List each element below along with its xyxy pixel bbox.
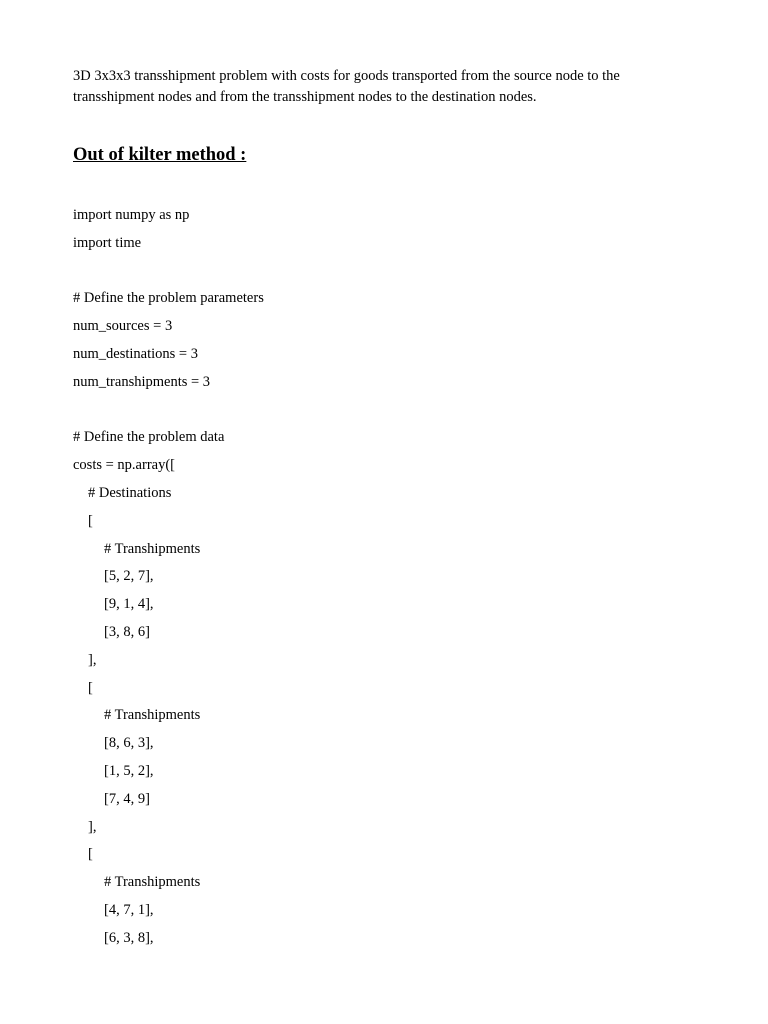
code-comment: # Transhipments	[104, 707, 201, 724]
code-line: [3, 8, 6]	[104, 623, 150, 640]
code-line: [9, 1, 4],	[104, 596, 154, 613]
code-line: num_destinations = 3	[73, 345, 198, 362]
code-line: import time	[73, 234, 142, 251]
blank-line	[73, 258, 693, 286]
code-line: ],	[88, 651, 97, 668]
code-line: import numpy as np	[73, 207, 190, 223]
code-comment: # Transhipments	[104, 540, 201, 557]
intro-paragraph: 3D 3x3x3 transshipment problem with costs for goods transported from the source node to the transshipment nodes and from the transshipment nodes to the destination nodes.	[73, 68, 620, 105]
code-line: costs = np.array([	[73, 457, 175, 474]
code-line: [1, 5, 2],	[104, 762, 154, 779]
code-line: num_sources = 3	[73, 318, 173, 335]
document-page	[73, 66, 693, 953]
section-heading: Out of kilter method :	[73, 145, 247, 165]
code-line: ],	[88, 818, 97, 835]
code-line: [	[88, 512, 93, 529]
code-comment: # Transhipments	[104, 874, 201, 891]
code-comment: # Define the problem parameters	[73, 290, 264, 307]
code-line: [7, 4, 9]	[104, 790, 150, 807]
code-line: [5, 2, 7],	[104, 568, 154, 585]
code-block	[73, 202, 693, 953]
code-line: num_transhipments = 3	[73, 373, 211, 390]
code-line: [	[88, 679, 93, 696]
code-line: [	[88, 846, 93, 863]
code-comment: # Define the problem data	[73, 429, 225, 446]
code-line: [8, 6, 3],	[104, 735, 154, 752]
code-line: [4, 7, 1],	[104, 901, 154, 918]
code-comment: # Destinations	[88, 484, 172, 501]
code-line: [6, 3, 8],	[104, 929, 154, 946]
blank-line	[73, 397, 693, 425]
